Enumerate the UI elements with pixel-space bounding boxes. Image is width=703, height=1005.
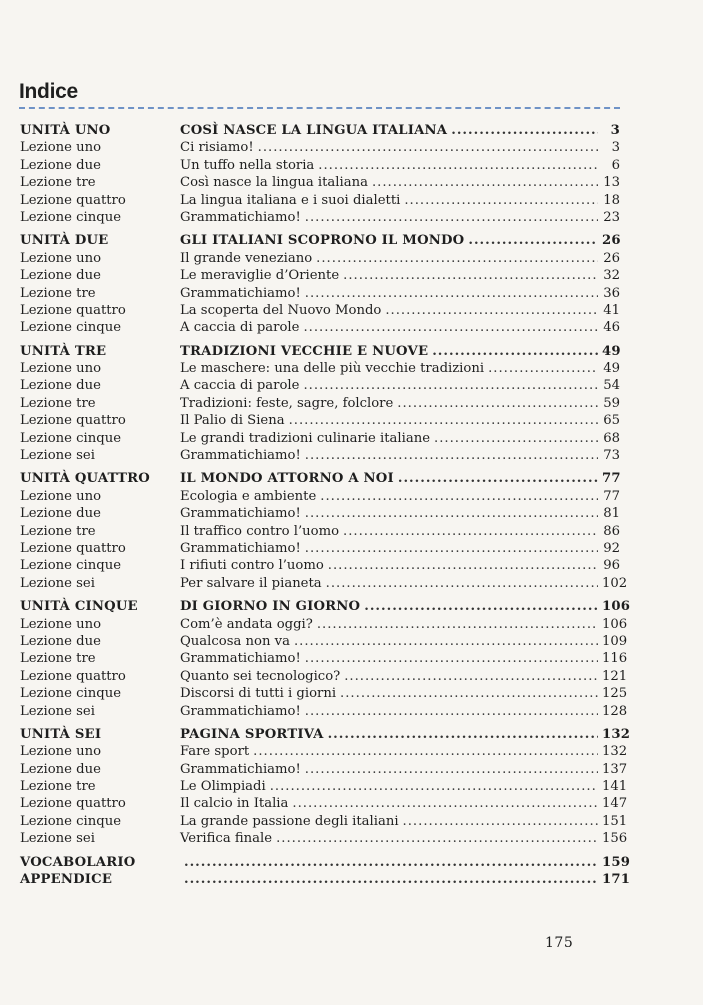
entry-label: Lezione uno [20,140,102,156]
dot-leader [270,778,598,795]
entry-title: PAGINA SPORTIVA [180,726,324,742]
entry-label: Lezione tre [20,285,96,301]
dot-leader [305,650,598,667]
unit-section [20,470,628,592]
entry-page: 77 [603,488,620,504]
entry-title: La grande passione degli italiani [180,813,399,829]
lesson-row[interactable] [20,668,628,685]
back-matter-row[interactable] [20,871,631,888]
entry-page: 156 [602,831,628,847]
dot-leader [184,871,598,888]
entry-page: 13 [603,175,620,191]
entry-page: 32 [603,268,620,284]
entry-title: Verifica finale [180,831,273,847]
entry-page: 121 [602,668,628,684]
unit-heading[interactable] [20,343,620,360]
lesson-row[interactable] [20,488,620,505]
entry-page: 141 [602,779,628,795]
entry-page: 3 [611,140,620,156]
entry-title: Grammatichiamo! [180,703,301,719]
unit-section [20,598,631,720]
dot-leader [253,743,598,760]
entry-label: Lezione cinque [20,320,121,336]
entry-label: UNITÀ UNO [20,123,111,138]
lesson-row[interactable] [20,557,620,574]
entry-label: Lezione tre [20,175,96,191]
entry-title: COSÌ NASCE LA LINGUA ITALIANA [180,123,448,138]
page-title: Indice [19,80,78,103]
dot-leader [303,319,598,336]
entry-title: Grammatichiamo! [180,209,301,225]
dot-leader [258,139,598,156]
entry-title: Discorsi di tutti i giorni [180,686,337,702]
page-number: 175 [545,935,574,951]
dot-leader [294,633,598,650]
dot-leader [398,470,598,487]
dot-leader [364,598,598,615]
dot-leader [397,395,598,412]
lesson-row[interactable] [20,505,620,522]
entry-title: Le maschere: una delle più vecchie tradizioni [180,361,485,377]
entry-page: 26 [603,250,620,266]
entry-label: Lezione cinque [20,813,121,829]
lesson-row[interactable] [20,192,620,209]
lesson-row[interactable] [20,830,628,847]
lesson-row[interactable] [20,540,620,557]
dot-leader [344,668,598,685]
entry-label: Lezione due [20,378,101,394]
entry-label: Lezione uno [20,250,102,266]
entry-page: 116 [602,651,628,667]
dot-leader [305,209,598,226]
entry-label: UNITÀ CINQUE [20,599,138,615]
entry-title: DI GIORNO IN GIORNO [180,599,361,615]
entry-title: Grammatichiamo! [180,506,301,522]
dot-leader [292,795,598,812]
dot-leader [372,174,598,191]
entry-label: Lezione cinque [20,209,121,225]
entry-page: 18 [603,192,620,208]
entry-title: I rifiuti contro l’uomo [180,558,324,574]
entry-title: Grammatichiamo! [180,448,301,464]
entry-title: Quanto sei tecnologico? [180,668,341,684]
entry-label: Lezione uno [20,744,102,760]
lesson-row[interactable] [20,795,628,812]
entry-label: Lezione tre [20,779,96,795]
entry-page: 49 [602,343,621,359]
unit-section [20,122,620,226]
entry-label: Lezione quattro [20,668,126,684]
entry-title: La scoperta del Nuovo Mondo [180,302,382,318]
dot-leader [343,523,598,540]
unit-heading[interactable] [20,470,620,487]
entry-label: Lezione quattro [20,796,126,812]
lesson-row[interactable] [20,412,620,429]
entry-label: Lezione quattro [20,302,126,318]
lesson-row[interactable] [20,360,620,377]
entry-label: Lezione cinque [20,558,121,574]
lesson-row[interactable] [20,761,628,778]
entry-title: TRADIZIONI VECCHIE E NUOVE [180,343,429,359]
lesson-row[interactable] [20,377,620,394]
entry-page: 81 [603,506,620,522]
dot-leader [340,685,598,702]
unit-heading[interactable] [20,598,631,615]
title-divider [19,107,620,109]
entry-label: Lezione uno [20,616,102,632]
entry-title: Ci risiamo! [180,140,254,156]
unit-section [20,343,620,465]
entry-title: Un tuffo nella storia [180,157,315,173]
unit-heading[interactable] [20,232,620,249]
entry-title: Grammatichiamo! [180,651,301,667]
entry-label: UNITÀ DUE [20,233,109,249]
entry-title: Grammatichiamo! [180,540,301,556]
entry-title: Per salvare il pianeta [180,575,322,591]
unit-heading[interactable] [20,122,620,139]
back-matter-row[interactable] [20,854,631,871]
entry-label: Lezione due [20,506,101,522]
entry-label: Lezione cinque [20,430,121,446]
dot-leader [305,285,598,302]
lesson-row[interactable] [20,157,620,174]
unit-section [20,232,620,336]
entry-page: 68 [603,430,620,446]
lesson-row[interactable] [20,430,620,447]
dot-leader [320,488,598,505]
entry-page: 171 [602,872,631,888]
entry-title: Com’è andata oggi? [180,616,313,632]
entry-page: 65 [603,413,620,429]
entry-page: 128 [602,703,628,719]
entry-page: 151 [602,813,628,829]
entry-label: Lezione quattro [20,540,126,556]
dot-leader [305,703,598,720]
lesson-row[interactable] [20,743,628,760]
entry-title: Le Olimpiadi [180,779,266,795]
lesson-row[interactable] [20,250,620,267]
lesson-row[interactable] [20,319,620,336]
entry-title: Ecologia e ambiente [180,488,317,504]
entry-page: 106 [602,616,628,632]
dot-leader [343,267,598,284]
dot-leader [403,813,598,830]
entry-label: Lezione due [20,157,101,173]
table-of-contents [20,122,631,888]
unit-section [20,726,631,848]
lesson-row[interactable] [20,813,628,830]
dot-leader [316,250,598,267]
entry-page: 6 [611,157,620,173]
lesson-row[interactable] [20,174,620,191]
entry-page: 102 [602,575,628,591]
dot-leader [305,447,598,464]
dot-leader [468,232,598,249]
lesson-row[interactable] [20,139,620,156]
entry-label: UNITÀ QUATTRO [20,471,150,487]
lesson-row[interactable] [20,633,628,650]
dot-leader [434,430,598,447]
entry-title: A caccia di parole [180,320,300,336]
entry-page: 73 [603,448,620,464]
entry-page: 159 [602,854,631,870]
entry-label: Lezione sei [20,575,95,591]
dot-leader [318,157,598,174]
entry-title: A caccia di parole [180,378,300,394]
entry-page: 26 [602,233,621,249]
entry-title: GLI ITALIANI SCOPRONO IL MONDO [180,233,465,249]
entry-label: Lezione sei [20,831,95,847]
entry-page: 77 [602,471,621,487]
entry-label: Lezione sei [20,448,95,464]
entry-label: Lezione tre [20,395,96,411]
dot-leader [303,377,598,394]
lesson-row[interactable] [20,575,628,592]
lesson-row[interactable] [20,447,620,464]
entry-page: 3 [610,123,620,138]
dot-leader [305,761,598,778]
entry-page: 132 [602,726,631,742]
entry-title: Qualcosa non va [180,633,290,649]
entry-page: 125 [602,686,628,702]
entry-title: Le grandi tradizioni culinarie italiane [180,430,431,446]
entry-label: Lezione due [20,761,101,777]
entry-title: La lingua italiana e i suoi dialetti [180,192,401,208]
entry-page: 92 [603,540,620,556]
lesson-row[interactable] [20,523,620,540]
entry-title: IL MONDO ATTORNO A NOI [180,471,394,487]
dot-leader [289,412,598,429]
dot-leader [276,830,598,847]
entry-page: 23 [603,209,620,225]
entry-label: VOCABOLARIO [20,854,136,870]
entry-label: UNITÀ SEI [20,726,102,742]
entry-title: Così nasce la lingua italiana [180,175,368,191]
lesson-row[interactable] [20,285,620,302]
lesson-row[interactable] [20,650,628,667]
entry-title: Le meraviglie d’Oriente [180,268,340,284]
entry-page: 96 [603,558,620,574]
lesson-row[interactable] [20,685,628,702]
lesson-row[interactable] [20,703,628,720]
dot-leader [488,360,598,377]
lesson-row[interactable] [20,778,628,795]
dot-leader [385,302,598,319]
entry-page: 106 [602,599,631,615]
entry-page: 86 [603,523,620,539]
entry-page: 147 [602,796,628,812]
lesson-row[interactable] [20,395,620,412]
entry-label: Lezione quattro [20,413,126,429]
entry-title: Grammatichiamo! [180,761,301,777]
dot-leader [432,343,598,360]
entry-title: Tradizioni: feste, sagre, folclore [180,395,394,411]
entry-page: 49 [603,361,620,377]
entry-label: APPENDICE [20,872,113,888]
entry-title: Il grande veneziano [180,250,313,266]
entry-page: 59 [603,395,620,411]
dot-leader [317,616,598,633]
unit-heading[interactable] [20,726,631,743]
lesson-row[interactable] [20,267,620,284]
dot-leader [451,122,598,139]
entry-page: 137 [602,761,628,777]
entry-page: 132 [602,744,628,760]
entry-label: Lezione cinque [20,686,121,702]
lesson-row[interactable] [20,209,620,226]
entry-label: Lezione uno [20,361,102,377]
dot-leader [305,505,598,522]
dot-leader [328,557,598,574]
entry-page: 36 [603,285,620,301]
dot-leader [328,726,598,743]
entry-label: Lezione uno [20,488,102,504]
entry-page: 46 [603,320,620,336]
lesson-row[interactable] [20,616,628,633]
entry-title: Fare sport [180,744,250,760]
entry-label: Lezione tre [20,523,96,539]
entry-label: UNITÀ TRE [20,343,107,359]
entry-label: Lezione due [20,633,101,649]
entry-page: 41 [603,302,620,318]
entry-label: Lezione sei [20,703,95,719]
dot-leader [326,575,598,592]
dot-leader [184,854,598,871]
entry-label: Lezione quattro [20,192,126,208]
dot-leader [305,540,598,557]
dot-leader [404,192,598,209]
back-matter [20,854,631,889]
entry-page: 54 [603,378,620,394]
entry-title: Il calcio in Italia [180,796,289,812]
lesson-row[interactable] [20,302,620,319]
entry-page: 109 [602,633,628,649]
entry-label: Lezione due [20,268,101,284]
entry-title: Grammatichiamo! [180,285,301,301]
entry-title: Il traffico contro l’uomo [180,523,340,539]
entry-title: Il Palio di Siena [180,413,285,429]
entry-label: Lezione tre [20,651,96,667]
